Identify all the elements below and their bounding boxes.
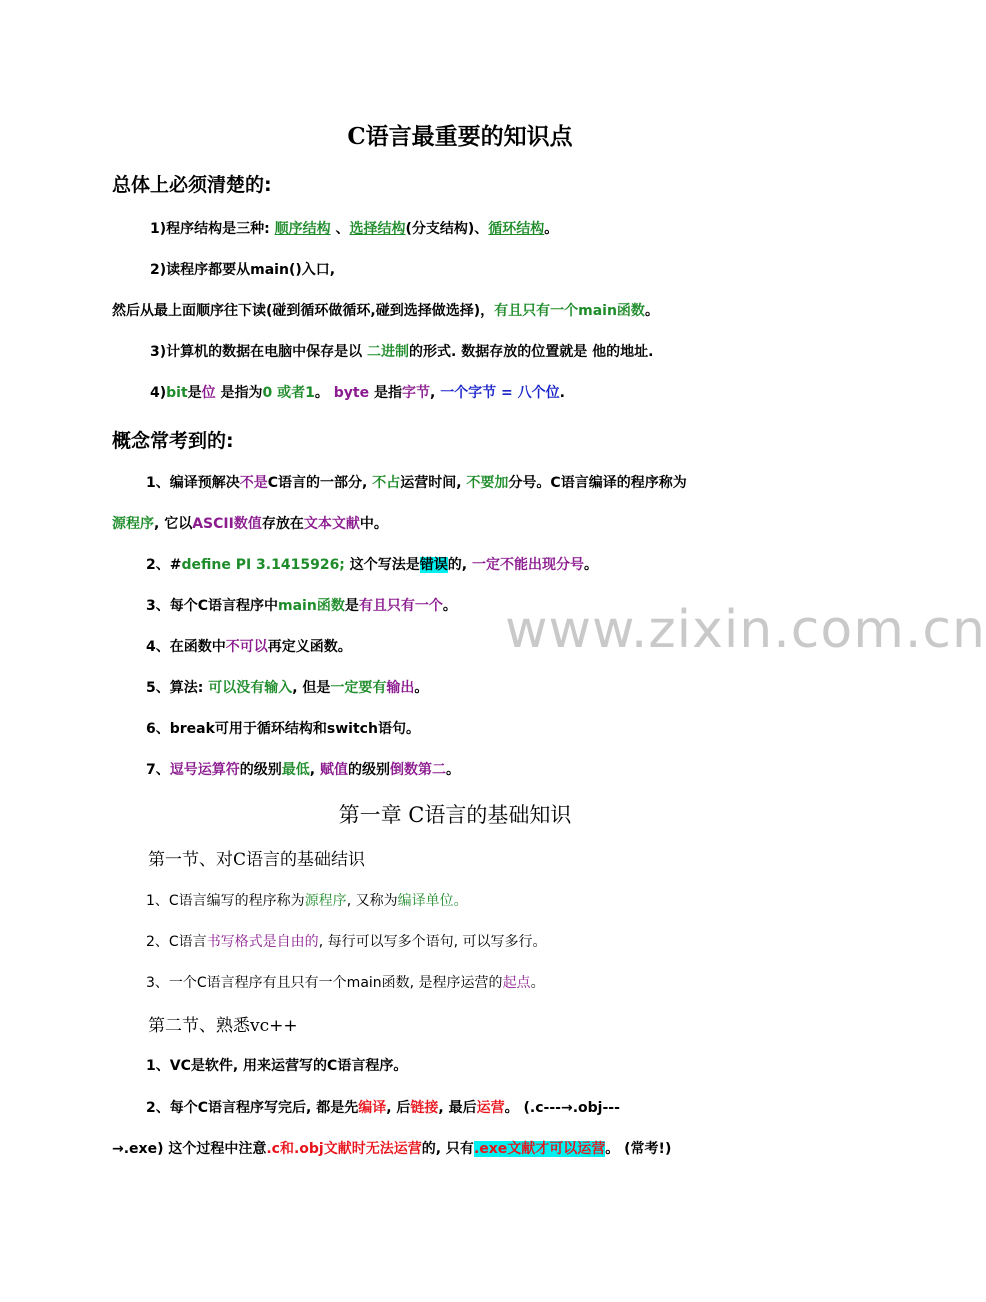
term-sequential: 顺序结构 <box>274 221 331 237</box>
text: 运营时间, <box>400 475 467 491</box>
term-lowest: 最低 <box>281 762 310 778</box>
watermark: www.zixin.com.cn <box>505 600 986 660</box>
text: 。 <box>583 557 598 573</box>
text: 。 <box>314 385 334 401</box>
term-binary: 二进制 <box>367 344 410 360</box>
text: 3、每个C语言程序中 <box>146 598 279 614</box>
text: 的, <box>447 557 472 573</box>
overall-line-5 <box>150 383 565 403</box>
term-compile-unit: 编译单位 <box>397 893 454 909</box>
concept-2 <box>146 555 598 575</box>
text: 。 <box>644 303 659 319</box>
term-byte-eight-bits: 一个字节 = 八个位 <box>440 385 560 401</box>
text: 4) <box>150 385 167 401</box>
text: 3)计算机的数据在电脑中保存是以 <box>150 344 368 360</box>
term-output: 输出 <box>386 680 415 696</box>
section2-heading: 第二节、熟悉vc++ <box>148 1016 298 1036</box>
term-second-last: 倒数第二 <box>389 762 446 778</box>
text: 。 <box>530 975 545 991</box>
overall-line-3 <box>112 301 659 321</box>
s2-para-2b <box>112 1139 671 1159</box>
term-only-one: 有且只有一个 <box>358 598 443 614</box>
term-assignment: 赋值 <box>319 762 348 778</box>
term-comma-operator: 逗号运算符 <box>169 762 240 778</box>
term-only-one-main: 有且只有一个main函数 <box>494 303 645 319</box>
term-source-program: 源程序 <box>304 893 347 909</box>
s1-para-1 <box>146 891 468 911</box>
arrow-right-icon: → <box>112 1141 124 1157</box>
term-free-format: 书写格式是自由的 <box>206 934 319 950</box>
concept-7 <box>146 760 460 780</box>
term-zero-or-one: 0 或者1 <box>262 385 315 401</box>
text: 1、C语言编写的程序称为 <box>146 893 305 909</box>
s2-para-2a <box>146 1098 620 1118</box>
text: , 又称为 <box>346 893 398 909</box>
term-run: 运营 <box>476 1100 505 1116</box>
term-not-occupy: 不占 <box>372 475 401 491</box>
term-source-program: 源程序 <box>112 516 154 532</box>
text: 存放在 <box>261 516 304 532</box>
text: 4、在函数中 <box>146 639 226 655</box>
term-ascii: ASCII数值 <box>192 516 262 532</box>
text: (分支结构)、 <box>405 221 489 237</box>
text: , 后 <box>386 1100 411 1116</box>
text: 中。 <box>359 516 388 532</box>
term-start-point: 起点 <box>502 975 531 991</box>
term-selection: 选择结构 <box>349 221 406 237</box>
text: 的级别 <box>347 762 390 778</box>
chapter-title: 第一章 C语言的基础知识 <box>338 803 572 827</box>
text: 的级别 <box>239 762 282 778</box>
text: .obj--- <box>572 1100 620 1116</box>
overall-line-4 <box>150 342 653 362</box>
text: 。 (.c--- <box>504 1100 561 1116</box>
term-loop: 循环结构 <box>488 221 545 237</box>
concept-5 <box>146 678 428 698</box>
text: , <box>309 762 320 778</box>
text: , 但是 <box>292 680 331 696</box>
term-byte: byte <box>333 385 370 401</box>
term-define: define PI 3.1415926; <box>181 557 345 573</box>
page-title: C语言最重要的知识点 <box>347 123 573 150</box>
text: 、 <box>330 221 350 237</box>
term-not: 不是 <box>239 475 268 491</box>
term-must-have: 一定要有 <box>330 680 387 696</box>
text: 7、 <box>146 762 170 778</box>
concept-1a <box>146 473 687 493</box>
term-bit: bit <box>166 385 188 401</box>
term-exe-can-run: .exe文献才可以运营 <box>473 1141 606 1157</box>
term-link: 链接 <box>410 1100 439 1116</box>
concept-1b <box>112 514 388 534</box>
text: C语言的一部分, <box>267 475 373 491</box>
text: . <box>559 385 565 401</box>
term-compile: 编译 <box>358 1100 387 1116</box>
text: , 它以 <box>154 516 193 532</box>
term-cannot: 不可以 <box>225 639 268 655</box>
text: 这个写法是 <box>344 557 420 573</box>
arrow-right-icon: → <box>560 1100 573 1116</box>
term-no-semicolon: 一定不能出现分号 <box>471 557 584 573</box>
term-zijie: 字节 <box>401 385 430 401</box>
text: 分号。C语言编译的程序称为 <box>508 475 687 491</box>
text: 2、C语言 <box>146 934 207 950</box>
term-main-function: main函数 <box>278 598 345 614</box>
text: 再定义函数。 <box>267 639 352 655</box>
term-c-obj-cannot-run: .c和.obj文献时无法运营 <box>266 1141 422 1157</box>
text: , 每行可以写多个语句, 可以写多行。 <box>318 934 547 950</box>
s1-para-3 <box>146 973 545 993</box>
s1-para-2 <box>146 932 547 952</box>
overall-line-1 <box>150 219 558 239</box>
text: 5、算法: <box>146 680 209 696</box>
text: 。 <box>414 680 429 696</box>
term-no-add: 不要加 <box>466 475 509 491</box>
concept-3 <box>146 596 457 616</box>
text: , 最后 <box>438 1100 477 1116</box>
text: 是指 <box>369 385 402 401</box>
section-heading-overall: 总体上必须清楚的: <box>112 174 272 196</box>
section1-heading: 第一节、对C语言的基础结识 <box>148 850 366 870</box>
text: 1)程序结构是三种: <box>150 221 275 237</box>
text: 3、一个C语言程序有且只有一个main函数, 是程序运营的 <box>146 975 503 991</box>
text: .exe) 这个过程中注意 <box>123 1141 267 1157</box>
text: 2、每个C语言程序写完后, 都是先 <box>146 1100 359 1116</box>
term-text-file: 文本文献 <box>303 516 360 532</box>
section-heading-concepts: 概念常考到的: <box>112 430 234 452</box>
text: 1、编译预解决 <box>146 475 240 491</box>
term-wei: 位 <box>201 385 216 401</box>
concept-4 <box>146 637 352 657</box>
text: 。 <box>442 598 457 614</box>
text: 的形式. 数据存放的位置就是 他的地址. <box>409 344 654 360</box>
text: 是 <box>187 385 202 401</box>
text: , <box>429 385 441 401</box>
term-no-input: 可以没有输入 <box>208 680 293 696</box>
text: 是指为 <box>215 385 263 401</box>
text: 2、# <box>146 557 182 573</box>
overall-line-2: 2)读程序都要从main()入口, <box>150 262 336 278</box>
text: 。 <box>453 893 468 909</box>
text: 是 <box>344 598 359 614</box>
term-error: 错误 <box>419 557 448 573</box>
text: 的, 只有 <box>421 1141 474 1157</box>
text: 。 <box>445 762 460 778</box>
text: 。 (常考!) <box>605 1141 672 1157</box>
concept-6: 6、break可用于循环结构和switch语句。 <box>146 721 420 737</box>
s2-para-1: 1、VC是软件, 用来运营写的C语言程序。 <box>146 1058 408 1074</box>
text: 。 <box>544 221 559 237</box>
text: 然后从最上面顺序往下读(碰到循环做循环,碰到选择做选择)， <box>112 303 495 319</box>
